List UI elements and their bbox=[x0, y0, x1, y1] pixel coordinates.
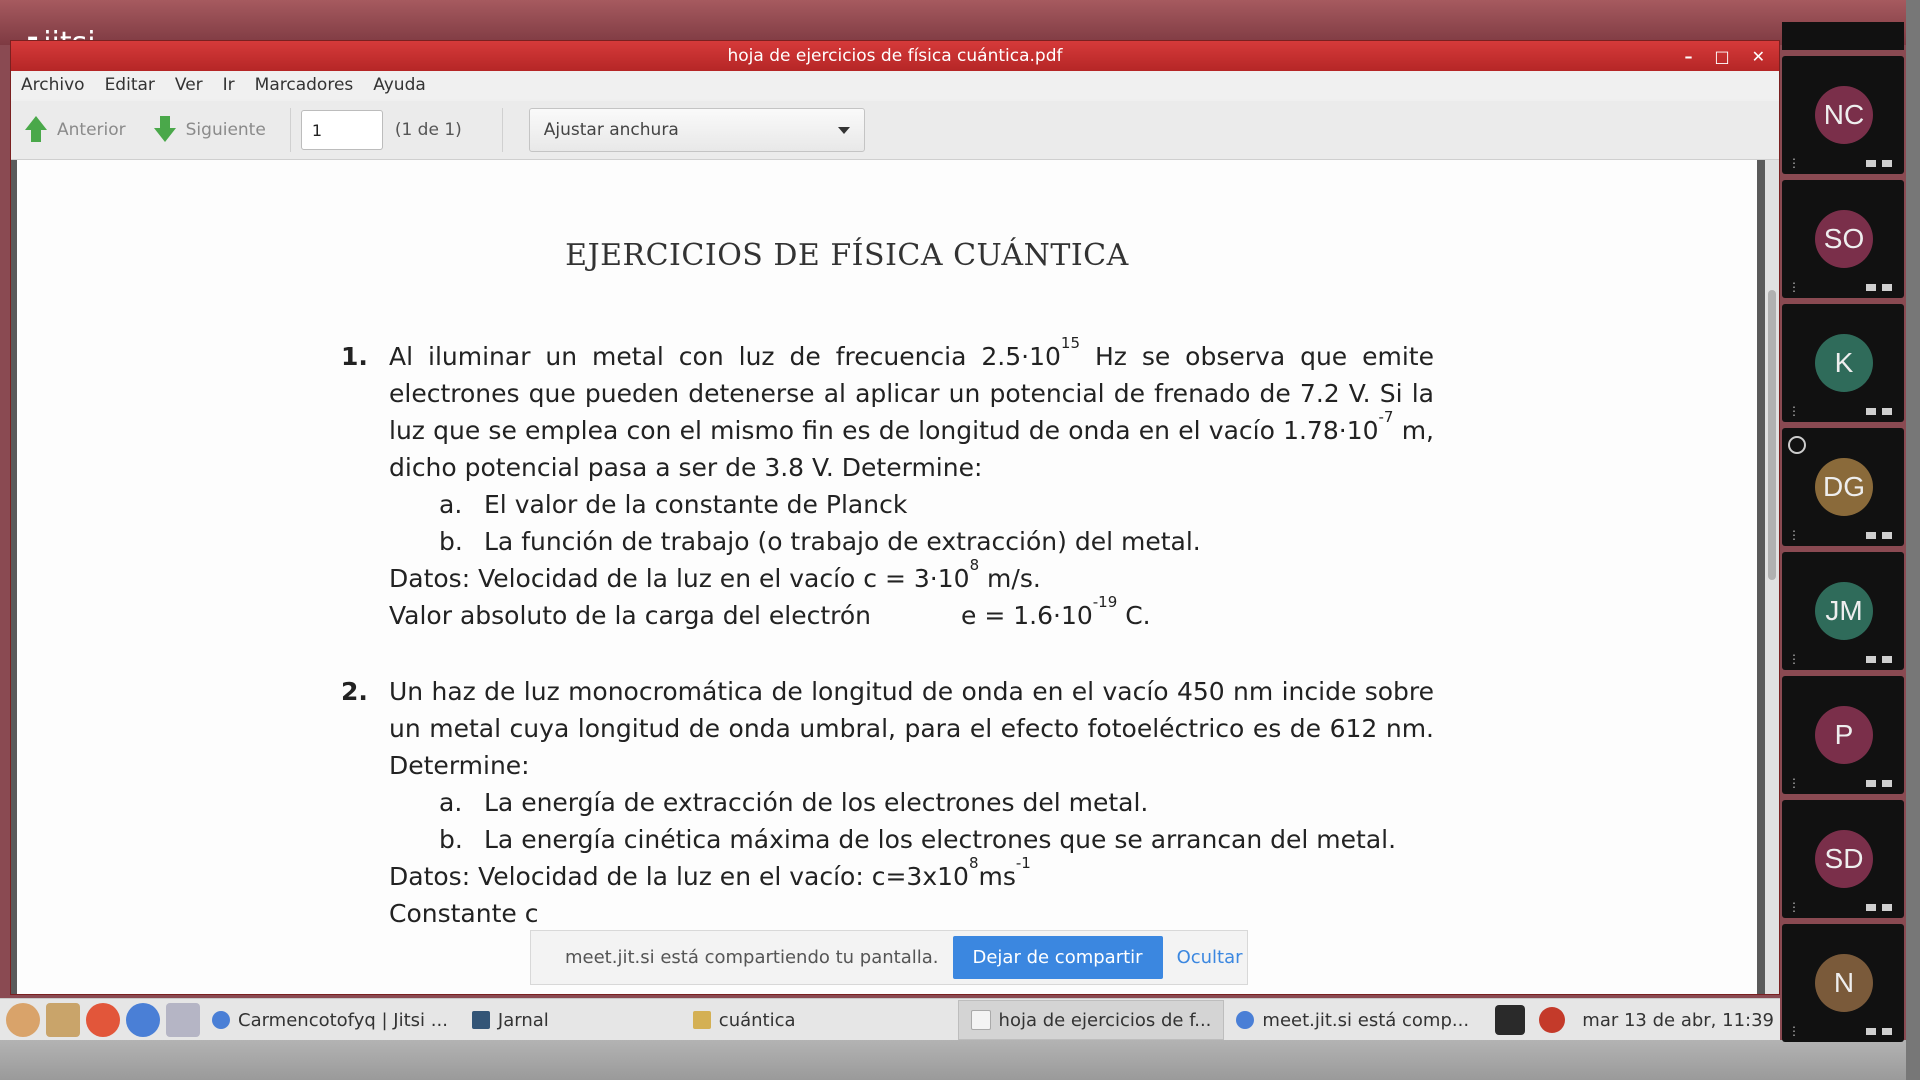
desktop-bottom-strip bbox=[0, 1040, 1920, 1080]
connection-indicator-icon[interactable] bbox=[1788, 436, 1806, 454]
taskbar-item-jarnal[interactable] bbox=[460, 1001, 561, 1039]
close-button[interactable]: ✕ bbox=[1751, 46, 1765, 66]
minimize-button[interactable]: – bbox=[1684, 46, 1693, 66]
taskbar-item-label: cuántica bbox=[718, 1009, 796, 1031]
zoom-value: Ajustar anchura bbox=[543, 120, 679, 140]
maximize-button[interactable]: □ bbox=[1714, 46, 1730, 66]
share-banner-text: meet.jit.si está compartiendo tu pantalla. bbox=[565, 947, 939, 968]
toolbar-separator bbox=[290, 108, 291, 152]
exercise-number: 1. bbox=[341, 342, 368, 371]
hide-banner-button[interactable]: Ocultar bbox=[1176, 947, 1243, 968]
more-options-icon[interactable]: ⋮ bbox=[1788, 900, 1800, 914]
exercise-number: 2. bbox=[341, 677, 368, 706]
participant-tile[interactable] bbox=[1782, 428, 1904, 546]
exercise-2 bbox=[341, 673, 1434, 932]
avatar: NC bbox=[1815, 86, 1873, 144]
taskbar-item-cuantica[interactable] bbox=[681, 1001, 808, 1039]
more-options-icon[interactable]: ⋮ bbox=[1788, 776, 1800, 790]
participant-tile[interactable] bbox=[1782, 676, 1904, 794]
avatar: SD bbox=[1815, 830, 1873, 888]
participants-filmstrip bbox=[1782, 22, 1904, 1044]
participant-tile[interactable] bbox=[1782, 304, 1904, 422]
page-number-input[interactable] bbox=[301, 110, 383, 150]
taskbar bbox=[0, 998, 1780, 1041]
taskbar-item-label: hoja de ejercicios de f... bbox=[998, 1009, 1212, 1031]
avatar: K bbox=[1815, 334, 1873, 392]
avatar: P bbox=[1815, 706, 1873, 764]
toolbar bbox=[11, 101, 1779, 160]
previous-page-button[interactable] bbox=[11, 110, 140, 150]
taskbar-item-label: Jarnal bbox=[497, 1009, 549, 1031]
exercise-item: b. La función de trabajo (o trabajo de extracción) del metal. bbox=[439, 527, 1201, 556]
participant-tile[interactable] bbox=[1782, 180, 1904, 298]
media-status-icons bbox=[1866, 532, 1896, 540]
window-controls bbox=[1684, 41, 1765, 71]
exercise-data-line: Datos: Velocidad de la luz en el vacío $c = 3\cdot 10^8$ m/s. bbox=[389, 556, 1041, 593]
taskbar-clock[interactable]: mar 13 de abr, 11:39 bbox=[1582, 1009, 1774, 1031]
desktop-background bbox=[0, 0, 1920, 45]
participant-tile[interactable] bbox=[1782, 552, 1904, 670]
media-status-icons bbox=[1866, 284, 1896, 292]
taskbar-item-jitsi[interactable] bbox=[200, 1001, 460, 1039]
previous-page-label: Anterior bbox=[57, 120, 126, 140]
next-page-label: Siguiente bbox=[185, 120, 266, 140]
exercise-statement: Un haz de luz monocromática de longitud de onda en el vacío 450 nm incide sobre un metal cuya longitud de onda umbral, para el efecto fotoeléctrico es de 612 nm. Determine: bbox=[389, 677, 1434, 780]
toolbar-separator-2 bbox=[502, 108, 503, 152]
media-status-icons bbox=[1866, 780, 1896, 788]
more-options-icon[interactable]: ⋮ bbox=[1788, 1024, 1800, 1038]
more-options-icon[interactable]: ⋮ bbox=[1788, 280, 1800, 294]
exercise-data-line: Constante c bbox=[389, 899, 539, 928]
pdf-viewer-window bbox=[10, 40, 1780, 995]
scrollbar-thumb[interactable] bbox=[1768, 290, 1776, 580]
exercise-statement: Al iluminar un metal con luz de frecuencia $2.5\cdot 10^{15}$ Hz se observa que emite electrones que pueden detenerse al aplicar un potencial de frenado de 7.2 V. Si la luz que se emplea con el mismo fin es de longitud de onda en el vacío $1.78\cdot 10^{-7}$ m, dicho potencial pasa a ser de 3.8 V. Determine: bbox=[389, 334, 1434, 482]
more-options-icon[interactable]: ⋮ bbox=[1788, 404, 1800, 418]
media-status-icons bbox=[1866, 408, 1896, 416]
exercise-item: a. El valor de la constante de Planck bbox=[439, 490, 908, 519]
menu-editar[interactable]: Editar bbox=[104, 75, 155, 95]
participant-tile-top bbox=[1782, 22, 1904, 50]
more-options-icon[interactable]: ⋮ bbox=[1788, 652, 1800, 666]
taskbar-item-label: meet.jit.si está comp... bbox=[1262, 1009, 1470, 1031]
zoom-select[interactable] bbox=[529, 108, 865, 152]
more-options-icon[interactable]: ⋮ bbox=[1788, 528, 1800, 542]
media-status-icons bbox=[1866, 160, 1896, 168]
screen-share-banner bbox=[530, 930, 1248, 985]
menu-archivo[interactable]: Archivo bbox=[21, 75, 85, 95]
document-viewport[interactable] bbox=[11, 160, 1767, 994]
participant-tile[interactable] bbox=[1782, 800, 1904, 918]
up-arrow-icon bbox=[25, 116, 47, 144]
participant-tile[interactable] bbox=[1782, 56, 1904, 174]
taskbar-item-label: Carmencotofyq | Jitsi ... bbox=[238, 1009, 448, 1031]
avatar: JM bbox=[1815, 582, 1873, 640]
media-status-icons bbox=[1866, 656, 1896, 664]
menu-ir[interactable]: Ir bbox=[222, 75, 235, 95]
window-titlebar[interactable] bbox=[11, 41, 1779, 71]
menu-marcadores[interactable]: Marcadores bbox=[254, 75, 354, 95]
chrome-icon bbox=[212, 1011, 230, 1029]
pdf-icon bbox=[971, 1010, 991, 1030]
document-title: EJERCICIOS DE FÍSICA CUÁNTICA bbox=[565, 238, 1129, 273]
pdf-page bbox=[17, 160, 1757, 994]
exercise-item: a. La energía de extracción de los electrones del metal. bbox=[439, 788, 1149, 817]
exercise-item: b. La energía cinética máxima de los electrones que se arrancan del metal. bbox=[439, 825, 1397, 854]
avatar: N bbox=[1815, 954, 1873, 1012]
avatar: SO bbox=[1815, 210, 1873, 268]
taskbar-item-meet[interactable] bbox=[1224, 1001, 1481, 1039]
next-page-button[interactable] bbox=[140, 110, 280, 150]
chevron-down-icon bbox=[838, 127, 850, 134]
page-count: (1 de 1) bbox=[394, 120, 462, 140]
menu-ayuda[interactable]: Ayuda bbox=[373, 75, 426, 95]
taskbar-item-pdf[interactable] bbox=[958, 1000, 1225, 1040]
text-editor-icon[interactable] bbox=[166, 1003, 200, 1037]
tray-app-icon[interactable] bbox=[1495, 1005, 1525, 1035]
folder-icon bbox=[693, 1011, 711, 1029]
window-title: hoja de ejercicios de física cuántica.pdf bbox=[727, 46, 1063, 66]
exercise-data-line: Datos: Velocidad de la luz en el vacío: $c=3x10^8ms^{-1}$ bbox=[389, 854, 1031, 891]
exercise-1 bbox=[341, 334, 1434, 634]
menu-ver[interactable]: Ver bbox=[174, 75, 203, 95]
media-status-icons bbox=[1866, 1028, 1896, 1036]
vertical-scrollbar[interactable] bbox=[1765, 160, 1779, 994]
jarnal-icon bbox=[472, 1011, 490, 1029]
volume-icon[interactable] bbox=[1539, 1007, 1565, 1033]
media-status-icons bbox=[1866, 904, 1896, 912]
firefox-icon[interactable] bbox=[86, 1003, 120, 1037]
chrome-icon[interactable] bbox=[126, 1003, 160, 1037]
participant-tile[interactable] bbox=[1782, 924, 1904, 1042]
screen-edge bbox=[1906, 0, 1920, 1080]
notepad-icon[interactable] bbox=[46, 1003, 80, 1037]
menu-bar bbox=[11, 71, 1779, 99]
exercise-data-line: Valor absoluto de la carga del electrón $e = 1.6\cdot 10^{-19}$ C. bbox=[389, 593, 1151, 630]
chrome-icon bbox=[1236, 1011, 1254, 1029]
avatar: DG bbox=[1815, 458, 1873, 516]
stop-sharing-button[interactable]: Dejar de compartir bbox=[953, 936, 1163, 979]
more-options-icon[interactable]: ⋮ bbox=[1788, 156, 1800, 170]
app-launcher-icon[interactable] bbox=[6, 1003, 40, 1037]
down-arrow-icon bbox=[154, 116, 176, 144]
